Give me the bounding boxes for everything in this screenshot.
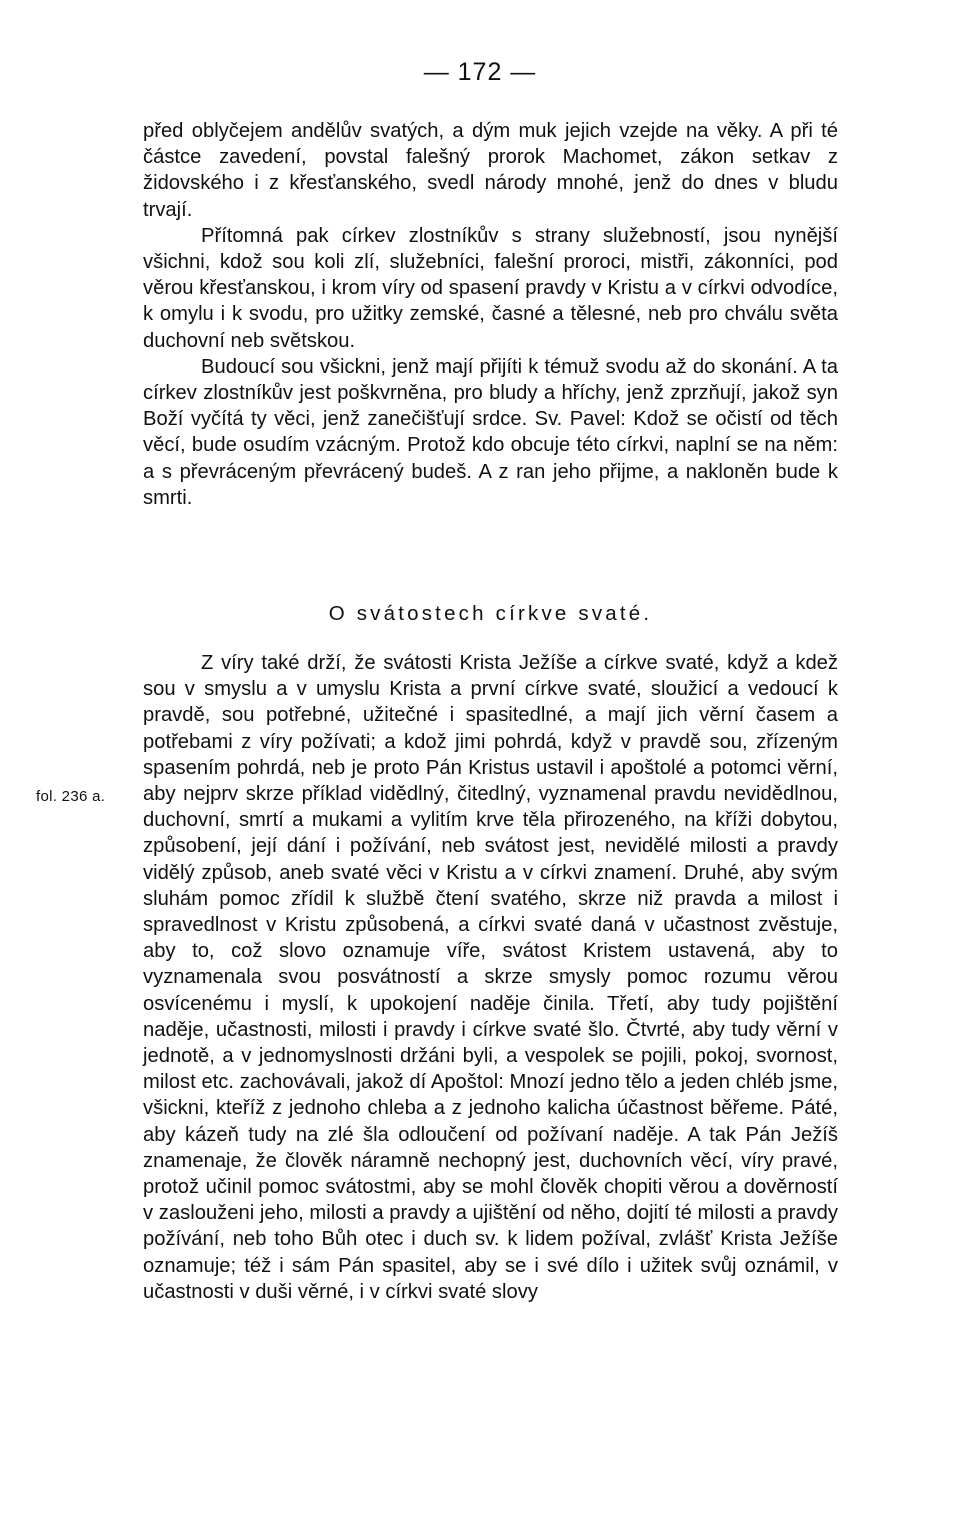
folio-margin-note: fol. 236 a. [36,788,106,805]
text-block-after-heading [143,650,838,1305]
text-block-before-heading [143,118,838,511]
paragraph-continuation: před oblyčejem andělův svatých, a dým muk jejich vzejde na věky. A při té částce zavedení, povstal falešný prorok Machomet, zákon setkav z židovského i z křesťanského, svedl národy mnohé, jenž do dnes v bludu trvají. [143,120,838,221]
paragraph: Budoucí sou všickni, jenž mají přijíti k témuž svodu až do skonání. A ta církev zlostníkův jest poškvrněna, pro bludy a hříchy, jenž zprzňují, jakož syn Boží vyčítá ty věci, jenž zanečišťují srdce. Sv. Pavel: Kdož se očistí od těch věcí, bude osudím vzácným. Protož kdo obcuje této církvi, naplní se na něm: a s převráceným převrácený budeš. A z ran jeho přijme, a nakloněn bude k smrti. [143,355,838,509]
section-heading: O svátostech církve svaté. [328,602,653,625]
page-number: — 172 — [423,58,537,86]
paragraph: Z víry také drží, že svátosti Krista Ježíše a církve svaté, když a kdež sou v smyslu a v umyslu Krista a první církve svaté, sloužicí a vedoucí k pravdě, sou potřebné, užitečné i spasitedlné, a mají jich věrní časem a potřebami z víry požívati; a kdož jimi pohrdá, když v pravdě sou, zřízeným spasením pohrdá, neb je proto Pán Kristus ustavil i apoštolé a potomci věrní, aby nejprv skrze příklad vidědlný, čitedlný, vyznamenal pravdu nevidědlnou, duchovní, smrtí a mukami a vylitím krve těla přirozeného, na kříži dobytou, způsobení, její dání i požívání, neb svátost jest, nevidělé milosti a pravdy vidělý způsob, aneb svaté věci v Kristu a v církvi znamení. Druhé, aby svým sluhám pomoc zřídil k službě čtení svatého, skrze niž pravda a milost i spravedlnost v Kristu způsobená, a církvi svaté daná v učastnost zvěstuje, aby to, což slovo oznamuje víře, svátost Kristem ustavená, aby to vyznamenala svou posvátností a skrze smysly pomoc rozumu věrou osvícenému i myslí, k upokojení naděje činila. Třetí, aby tudy pojištění naděje, učastnosti, milosti i pravdy i církve svaté šlo. Čtvrté, aby tudy věrní v jednotě, a v jednomyslnosti držáni byli, a vespolek se pojili, pokoj, svornost, milost etc. zachovávali, jakož dí Apoštol: Mnozí jedno tělo a jeden chléb jsme, všickni, kteříž z jednoho chleba a z jednoho kalicha účastnost běřeme. Páté, aby kázeň tudy na zlé šla odloučení od požívaní naděje. A tak Pán Ježíš znamenaje, že člověk náramně nechopný jest, duchovních věcí, víry pravé, protož učinil pomoc svátostmi, aby se mohl člověk chopiti věrou a dověrností v zaslouženi jeho, milosti a pravdy a ujištění od něho, dojití té milosti a pravdy požívání, neb toho Bůh otec i duch sv. k lidem požíval, zvlášť Krista Ježíše oznamuje; též i sám Pán spasitel, aby se i své dílo i užitek svůj oznámil, v učastnosti v duši věrné, i v církvi svaté slovy [143,652,838,1303]
paragraph: Přítomná pak církev zlostníkův s strany služebností, jsou nynější všichni, kdož sou koli zlí, služebníci, falešní proroci, mistři, zákonníci, pod věrou křesťanskou, i krom víry od spasení pravdy v Kristu a v církvi odvodíce, k omylu i k svodu, pro užitky zemské, časné a tělesné, neb pro chválu světa duchovní neb světskou. [143,224,838,352]
